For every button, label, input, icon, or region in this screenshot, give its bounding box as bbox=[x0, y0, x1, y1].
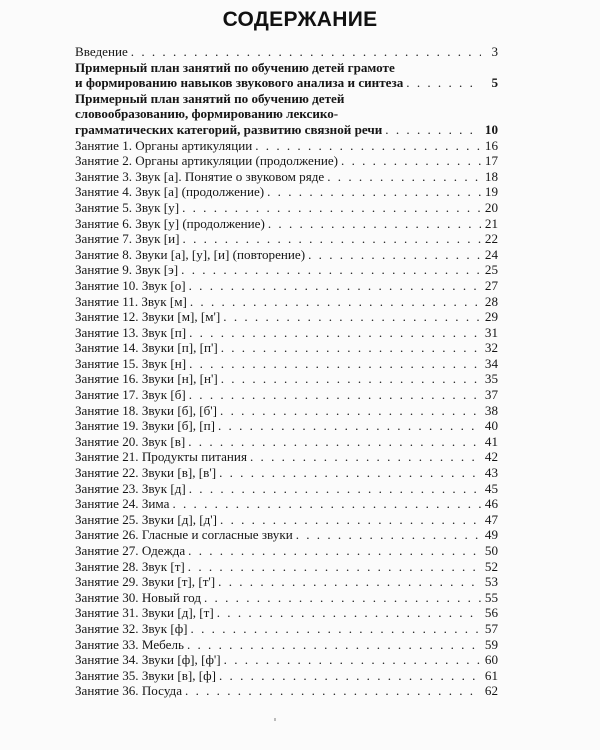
toc-entry-title: Занятие 25. Звуки [д], [д'] bbox=[75, 511, 218, 527]
toc-entry bbox=[75, 496, 498, 512]
toc-leader-dots bbox=[219, 668, 481, 684]
toc-leader-dots bbox=[221, 371, 481, 387]
toc-entry-title: Занятие 7. Звук [и] bbox=[75, 231, 180, 247]
toc-entry bbox=[75, 356, 498, 372]
toc-entry-title: и формированию навыков звукового анализа и синтеза bbox=[75, 75, 404, 91]
toc-entry-page: 55 bbox=[484, 589, 498, 605]
toc-entry bbox=[75, 294, 498, 310]
toc-entry bbox=[75, 278, 498, 294]
table-of-contents bbox=[75, 44, 498, 699]
toc-entry-page: 10 bbox=[484, 121, 498, 137]
toc-entry-title: Занятие 32. Звук [ф] bbox=[75, 620, 188, 636]
toc-entry-title: Занятие 23. Звук [д] bbox=[75, 480, 186, 496]
toc-entry bbox=[75, 216, 498, 232]
toc-leader-dots bbox=[185, 683, 481, 699]
toc-leader-dots bbox=[223, 309, 481, 325]
toc-entry-title: Занятие 9. Звук [э] bbox=[75, 262, 179, 278]
toc-entry-title: Занятие 36. Посуда bbox=[75, 683, 183, 699]
toc-leader-dots bbox=[268, 216, 481, 232]
toc-entry-page: 21 bbox=[484, 215, 498, 231]
toc-entry-title: Занятие 3. Звук [а]. Понятие о звуковом ряде bbox=[75, 168, 325, 184]
toc-entry bbox=[75, 371, 498, 387]
toc-leader-dots bbox=[190, 294, 481, 310]
toc-entry bbox=[75, 590, 498, 606]
toc-entry bbox=[75, 340, 498, 356]
toc-entry-title: Занятие 4. Звук [а] (продолжение) bbox=[75, 184, 265, 200]
toc-leader-dots bbox=[189, 325, 481, 341]
toc-entry-page: 16 bbox=[484, 137, 498, 153]
toc-entry-title: Занятие 22. Звуки [в], [в'] bbox=[75, 465, 217, 481]
toc-entry bbox=[75, 247, 498, 263]
toc-leader-dots bbox=[182, 200, 481, 216]
toc-entry-page: 3 bbox=[491, 44, 498, 59]
toc-entry bbox=[75, 153, 498, 169]
toc-entry-page: 35 bbox=[484, 371, 498, 387]
toc-entry-title: Занятие 20. Звук [в] bbox=[75, 433, 186, 449]
toc-entry-title: грамматических категорий, развитию связной речи bbox=[75, 121, 383, 137]
toc-entry-title: Занятие 26. Гласные и согласные звуки bbox=[75, 527, 293, 543]
toc-entry-title: Занятие 17. Звук [б] bbox=[75, 387, 186, 403]
toc-entry-page: 52 bbox=[484, 558, 498, 574]
toc-entry bbox=[75, 403, 498, 419]
toc-leader-dots bbox=[327, 169, 481, 185]
toc-entry-page: 40 bbox=[484, 418, 498, 434]
toc-entry bbox=[75, 325, 498, 341]
toc-entry bbox=[75, 449, 498, 465]
toc-leader-dots bbox=[189, 481, 481, 497]
toc-entry-title: Занятие 24. Зима bbox=[75, 496, 170, 512]
toc-entry-page: 45 bbox=[484, 480, 498, 496]
toc-entry-title: Занятие 28. Звук [т] bbox=[75, 558, 185, 574]
toc-leader-dots bbox=[188, 543, 481, 559]
toc-leader-dots bbox=[188, 559, 481, 575]
toc-entry-page: 62 bbox=[484, 683, 498, 699]
toc-entry-title: Занятие 29. Звуки [т], [т'] bbox=[75, 574, 216, 590]
toc-entry-title: Занятие 21. Продукты питания bbox=[75, 449, 247, 465]
toc-entry-page: 5 bbox=[491, 75, 498, 91]
toc-entry-page: 25 bbox=[484, 262, 498, 278]
toc-leader-dots bbox=[131, 44, 481, 60]
toc-entry-page: 37 bbox=[484, 387, 498, 403]
toc-entry bbox=[75, 574, 498, 590]
toc-leader-dots bbox=[220, 512, 481, 528]
toc-entry-page: 24 bbox=[484, 246, 498, 262]
toc-leader-dots bbox=[172, 496, 481, 512]
toc-entry-page: 27 bbox=[484, 277, 498, 293]
toc-entry-title: Занятие 6. Звук [у] (продолжение) bbox=[75, 215, 265, 231]
toc-entry bbox=[75, 122, 498, 138]
toc-leader-dots bbox=[188, 434, 481, 450]
toc-leader-dots bbox=[204, 590, 481, 606]
toc-entry-page: 50 bbox=[484, 543, 498, 558]
toc-entry-page: 18 bbox=[484, 168, 498, 184]
toc-entry bbox=[75, 138, 498, 154]
toc-leader-dots bbox=[217, 605, 481, 621]
toc-entry bbox=[75, 543, 498, 559]
toc-leader-dots bbox=[183, 231, 481, 247]
toc-entry bbox=[75, 559, 498, 575]
toc-entry-title: Занятие 1. Органы артикуляции bbox=[75, 137, 253, 153]
toc-entry-page: 31 bbox=[484, 324, 498, 340]
toc-entry bbox=[75, 683, 498, 699]
toc-entry bbox=[75, 231, 498, 247]
toc-leader-dots bbox=[220, 403, 481, 419]
toc-leader-dots bbox=[308, 247, 481, 263]
toc-entry-page: 38 bbox=[484, 402, 498, 418]
toc-entry bbox=[75, 481, 498, 497]
toc-leader-dots bbox=[191, 621, 481, 637]
toc-entry-title: Примерный план занятий по обучению детей bbox=[75, 90, 345, 106]
toc-entry bbox=[75, 605, 498, 621]
toc-entry-page: 46 bbox=[484, 496, 498, 512]
toc-leader-dots bbox=[189, 356, 481, 372]
toc-leader-dots bbox=[181, 262, 481, 278]
toc-entry-page: 56 bbox=[484, 605, 498, 621]
toc-entry-page: 22 bbox=[484, 231, 498, 247]
toc-entry-page: 47 bbox=[484, 511, 498, 527]
toc-entry bbox=[75, 668, 498, 684]
toc-entry-page: 17 bbox=[484, 153, 498, 169]
toc-entry-title: Занятие 15. Звук [н] bbox=[75, 355, 187, 371]
toc-entry bbox=[75, 637, 498, 653]
toc-entry-title: Занятие 2. Органы артикуляции (продолжение) bbox=[75, 153, 339, 169]
toc-entry-title: Занятие 35. Звуки [в], [ф] bbox=[75, 667, 216, 683]
toc-leader-dots bbox=[189, 387, 481, 403]
toc-entry bbox=[75, 527, 498, 543]
toc-entry-title: словообразованию, формированию лексико- bbox=[75, 106, 339, 122]
toc-entry bbox=[75, 262, 498, 278]
toc-entry-title: Занятие 30. Новый год bbox=[75, 589, 201, 605]
toc-entry-title: Примерный план занятий по обучению детей грамоте bbox=[75, 59, 395, 75]
toc-entry-page: 28 bbox=[484, 293, 498, 309]
toc-entry bbox=[75, 200, 498, 216]
toc-entry-page: 41 bbox=[484, 433, 498, 449]
toc-entry-page: 20 bbox=[484, 199, 498, 215]
toc-entry-title: Занятие 31. Звуки [д], [т] bbox=[75, 605, 214, 621]
toc-leader-dots bbox=[187, 637, 481, 653]
toc-leader-dots bbox=[189, 278, 481, 294]
toc-entry-title: Занятие 19. Звуки [б], [п] bbox=[75, 418, 215, 434]
toc-leader-dots bbox=[218, 574, 481, 590]
toc-entry bbox=[75, 512, 498, 528]
toc-entry-title: Занятие 33. Мебель bbox=[75, 636, 184, 652]
toc-entry-title: Занятие 14. Звуки [п], [п'] bbox=[75, 340, 218, 356]
toc-entry-title: Занятие 18. Звуки [б], [б'] bbox=[75, 402, 218, 418]
toc-entry bbox=[75, 60, 498, 76]
toc-leader-dots bbox=[221, 340, 481, 356]
toc-entry-title: Занятие 10. Звук [о] bbox=[75, 277, 186, 293]
toc-entry-title: Занятие 34. Звуки [ф], [ф'] bbox=[75, 652, 221, 668]
toc-leader-dots bbox=[385, 122, 481, 138]
toc-entry bbox=[75, 106, 498, 122]
toc-entry bbox=[75, 434, 498, 450]
toc-entry-page: 42 bbox=[484, 449, 498, 465]
toc-entry bbox=[75, 169, 498, 185]
toc-entry bbox=[75, 75, 498, 91]
toc-entry-title: Занятие 5. Звук [у] bbox=[75, 199, 180, 215]
toc-entry-page: 34 bbox=[484, 355, 498, 371]
toc-leader-dots bbox=[224, 652, 481, 668]
toc-entry bbox=[75, 418, 498, 434]
toc-entry bbox=[75, 184, 498, 200]
toc-entry bbox=[75, 465, 498, 481]
toc-leader-dots bbox=[250, 449, 481, 465]
toc-leader-dots bbox=[296, 527, 481, 543]
toc-entry-page: 61 bbox=[484, 667, 498, 683]
toc-entry-page: 57 bbox=[484, 620, 498, 636]
toc-entry-title: Занятие 27. Одежда bbox=[75, 543, 186, 558]
toc-entry-page: 43 bbox=[484, 465, 498, 481]
toc-leader-dots bbox=[219, 465, 481, 481]
toc-entry-page: 19 bbox=[484, 184, 498, 200]
toc-entry bbox=[75, 44, 498, 60]
toc-entry bbox=[75, 387, 498, 403]
toc-entry-title: Занятие 11. Звук [м] bbox=[75, 293, 187, 309]
toc-leader-dots bbox=[218, 418, 481, 434]
toc-entry bbox=[75, 652, 498, 668]
toc-leader-dots bbox=[341, 153, 481, 169]
page-title: СОДЕРЖАНИЕ bbox=[222, 8, 378, 31]
toc-entry-title: Занятие 8. Звуки [а], [у], [и] (повторение) bbox=[75, 246, 306, 262]
toc-entry-page: 60 bbox=[484, 652, 498, 668]
toc-entry-page: 49 bbox=[484, 527, 498, 543]
toc-entry-title: Занятие 12. Звуки [м], [м'] bbox=[75, 309, 221, 325]
toc-entry-page: 29 bbox=[484, 309, 498, 325]
toc-entry-page: 53 bbox=[484, 574, 498, 590]
toc-entry bbox=[75, 309, 498, 325]
toc-entry bbox=[75, 621, 498, 637]
toc-entry-page: 32 bbox=[484, 340, 498, 356]
toc-leader-dots bbox=[267, 184, 481, 200]
toc-entry-title: Введение bbox=[75, 44, 128, 59]
toc-leader-dots bbox=[406, 75, 481, 91]
scan-speck bbox=[274, 718, 276, 721]
toc-entry-page: 59 bbox=[484, 636, 498, 652]
toc-leader-dots bbox=[255, 138, 481, 154]
toc-entry-title: Занятие 13. Звук [п] bbox=[75, 324, 187, 340]
toc-entry-title: Занятие 16. Звуки [н], [н'] bbox=[75, 371, 218, 387]
toc-entry bbox=[75, 91, 498, 107]
